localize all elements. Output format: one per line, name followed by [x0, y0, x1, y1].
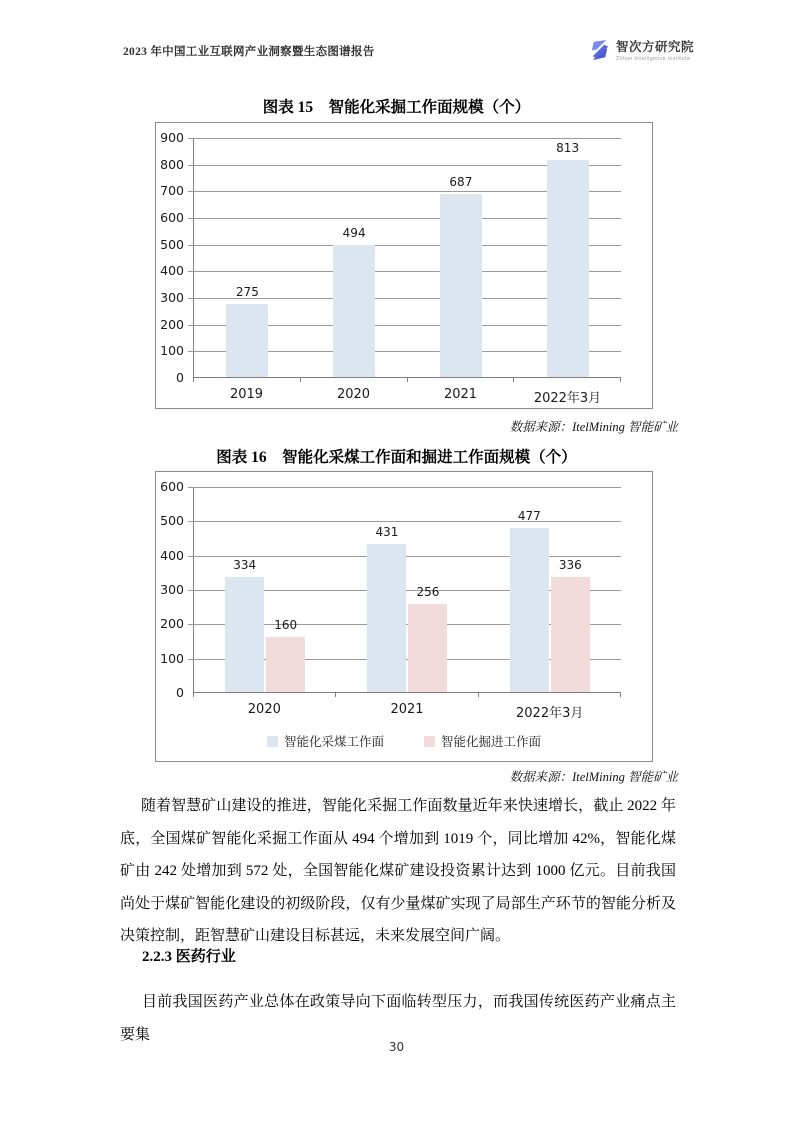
- x-axis-tick: [478, 692, 479, 697]
- x-axis-tick: [407, 377, 408, 382]
- bar-value-label: 687: [449, 174, 473, 189]
- x-axis-tick: [335, 692, 336, 697]
- y-axis-label: 200: [160, 616, 184, 632]
- bar-group: [194, 487, 336, 692]
- y-axis-label: 600: [160, 210, 184, 225]
- bar-group: [301, 138, 408, 377]
- bar-group: [194, 138, 301, 377]
- chart-legend: [156, 732, 652, 750]
- legend-label: 智能化掘进工作面: [441, 734, 542, 749]
- x-axis-tick: [193, 377, 194, 382]
- bar-groups: [194, 138, 621, 377]
- bar: [266, 618, 305, 692]
- plot-area: [193, 138, 621, 378]
- bar-value-label: 160: [274, 618, 298, 633]
- bar-value-label: 477: [517, 509, 541, 524]
- bar-value-label: 494: [342, 226, 366, 241]
- y-axis-label: 500: [160, 513, 184, 529]
- legend-item: [267, 732, 384, 750]
- y-axis-label: 400: [160, 547, 184, 563]
- logo-name: 智次方研究院: [615, 39, 694, 54]
- paragraph-smart-mining: 随着智慧矿山建设的推进，智能化采掘工作面数量近年来快速增长，截止 2022 年底，全国煤矿智能化采掘工作面从 494 个增加到 1019 个，同比增加 42%，智能化煤矿由 242 处增加到 572 处，全国智能化煤矿建设投资累计达到 1000 亿元。目前我国尚处于煤矿智能化建设的初级阶段，仅有少量煤矿实现了局部生产环节的智能分析及决策控制，距智慧矿山建设目标甚远，未来发展空间广阔。: [120, 798, 676, 944]
- bar: [510, 509, 549, 692]
- y-axis-label: 0: [176, 685, 184, 700]
- bar-value-label: 334: [233, 558, 257, 573]
- x-axis-label: 2019: [229, 387, 264, 402]
- report-title: 2023 年中国工业互联网产业洞察暨生态图谱报告: [123, 46, 375, 58]
- x-axis-labels: [193, 702, 621, 721]
- figure-16-source: 数据来源：ItelMining 智能矿业: [509, 770, 678, 784]
- bar-groups: [194, 487, 621, 692]
- bar: [226, 284, 268, 377]
- x-axis-tick: [300, 377, 301, 382]
- bar-group: [336, 487, 478, 692]
- bar: [547, 141, 589, 377]
- bar: [367, 525, 406, 692]
- x-axis-label: 2021: [390, 702, 424, 717]
- x-axis-label: 2022年3月: [533, 391, 602, 406]
- logo-subtitle: Zillion Intelligence Institute: [615, 56, 691, 62]
- y-axis-label: 900: [160, 130, 184, 145]
- figure-15-source: 数据来源：ItelMining 智能矿业: [509, 420, 678, 434]
- figure-15-title: 图表 15 智能化采掘工作面规模（个）: [262, 99, 531, 116]
- y-axis: [156, 130, 190, 385]
- y-axis: [156, 479, 190, 700]
- y-axis-label: 0: [176, 370, 184, 385]
- y-axis-label: 100: [160, 650, 184, 666]
- logo-text: [616, 37, 694, 62]
- y-axis-label: 800: [160, 156, 184, 172]
- logo: [588, 37, 694, 62]
- y-axis-label: 300: [160, 290, 184, 305]
- y-axis-label: 300: [160, 582, 184, 597]
- legend-item: [424, 732, 541, 750]
- x-axis-label: 2020: [247, 702, 281, 717]
- y-axis-label: 500: [160, 236, 184, 252]
- x-axis-tick: [620, 692, 621, 697]
- plot-area: [193, 487, 621, 693]
- bar-group: [514, 138, 621, 377]
- y-axis-label: 700: [160, 183, 184, 199]
- bar: [333, 226, 375, 377]
- bar: [551, 557, 590, 692]
- y-axis-label: 200: [160, 316, 184, 332]
- legend-label: 智能化采煤工作面: [283, 734, 384, 749]
- paragraph-pharma-intro: 目前我国医药产业总体在政策导向下面临转型压力，而我国传统医药产业痛点主要集: [120, 994, 676, 1043]
- zillion-z-icon: [588, 38, 611, 62]
- x-axis-label: 2020: [336, 387, 371, 402]
- bar-value-label: 256: [416, 585, 440, 600]
- bar: [408, 585, 447, 692]
- bar: [440, 174, 482, 377]
- x-axis-label: 2022年3月: [516, 706, 584, 721]
- bar: [225, 558, 264, 692]
- figure-15-chart: [155, 122, 653, 409]
- page-number: 30: [388, 1040, 405, 1054]
- figure-16-chart: [155, 471, 653, 762]
- bar-group: [408, 138, 515, 377]
- section-heading-pharma: 2.2.3 医药行业: [142, 949, 236, 965]
- bar-value-label: 431: [375, 525, 399, 540]
- x-axis-tick: [193, 692, 194, 697]
- bar-value-label: 336: [558, 557, 582, 572]
- bar-value-label: 275: [235, 284, 259, 299]
- legend-swatch: [267, 736, 278, 747]
- x-axis-tick: [620, 377, 621, 382]
- x-axis-tick: [513, 377, 514, 382]
- bar-group: [479, 487, 621, 692]
- figure-16-title: 图表 16 智能化采煤工作面和掘进工作面规模（个）: [216, 449, 577, 466]
- bar-value-label: 813: [556, 141, 580, 156]
- x-axis-label: 2021: [443, 387, 478, 402]
- y-axis-label: 400: [160, 263, 184, 279]
- legend-swatch: [424, 736, 435, 747]
- y-axis-label: 600: [160, 479, 184, 494]
- x-axis-labels: [193, 387, 621, 406]
- y-axis-label: 100: [160, 343, 184, 359]
